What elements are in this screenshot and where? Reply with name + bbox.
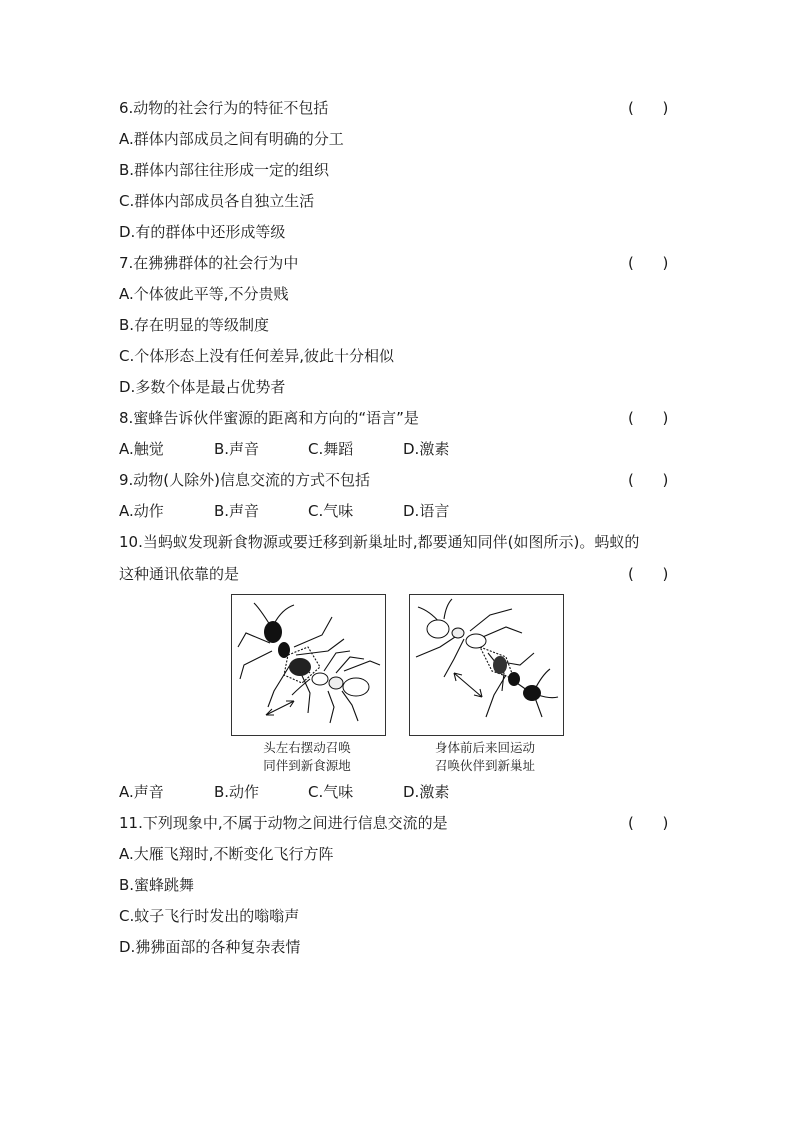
question-11-stem: 11.下列现象中,不属于动物之间进行信息交流的是 [119, 814, 448, 832]
question-6-option-d: D.有的群体中还形成等级 [119, 223, 286, 241]
ant-body-movement-illustration [410, 595, 563, 735]
question-9-option-a: A.动作 [119, 502, 164, 520]
question-11-option-c: C.蚊子飞行时发出的嗡嗡声 [119, 907, 300, 925]
question-11-option-a: A.大雁飞翔时,不断变化飞行方阵 [119, 845, 334, 863]
ant-body-movement-caption-line-2: 召唤伙伴到新巢址 [434, 758, 535, 773]
question-10-answer-blank: ( ) [628, 565, 669, 583]
question-7-option-d: D.多数个体是最占优势者 [119, 378, 286, 396]
ant-head-swing-figure [231, 594, 386, 736]
question-6-option-c: C.群体内部成员各自独立生活 [119, 192, 315, 210]
question-9-stem: 9.动物(人除外)信息交流的方式不包括 [119, 471, 371, 489]
question-8-answer-blank: ( ) [628, 409, 669, 427]
question-11-answer-blank: ( ) [628, 814, 669, 832]
question-7-option-b: B.存在明显的等级制度 [119, 316, 270, 334]
question-11-option-d: D.狒狒面部的各种复杂表情 [119, 938, 301, 956]
question-8-option-c: C.舞蹈 [308, 440, 354, 458]
question-10-option-a: A.声音 [119, 783, 164, 801]
ant-body-movement-figure [409, 594, 564, 736]
question-9-answer-blank: ( ) [628, 471, 669, 489]
question-10-option-b: B.动作 [214, 783, 260, 801]
question-7-option-a: A.个体彼此平等,不分贵贱 [119, 285, 289, 303]
question-7-answer-blank: ( ) [628, 254, 669, 272]
question-11-option-b: B.蜜蜂跳舞 [119, 876, 195, 894]
ant-head-swing-caption [227, 739, 387, 775]
question-9-option-d: D.语言 [403, 502, 450, 520]
question-7-option-c: C.个体形态上没有任何差异,彼此十分相似 [119, 347, 395, 365]
question-8-option-a: A.触觉 [119, 440, 164, 458]
question-10-stem-line-2: 这种通讯依靠的是 [119, 565, 240, 583]
question-8-option-d: D.激素 [403, 440, 450, 458]
question-9-option-c: C.气味 [308, 502, 354, 520]
ant-body-movement-caption-line-1: 身体前后来回运动 [434, 740, 535, 755]
ant-head-swing-illustration [232, 595, 385, 735]
ant-body-movement-caption [405, 739, 565, 775]
question-6-option-b: B.群体内部往往形成一定的组织 [119, 161, 330, 179]
question-7-stem: 7.在狒狒群体的社会行为中 [119, 254, 299, 272]
question-6-option-a: A.群体内部成员之间有明确的分工 [119, 130, 344, 148]
question-10-option-d: D.激素 [403, 783, 450, 801]
question-9-option-b: B.声音 [214, 502, 260, 520]
question-10-option-c: C.气味 [308, 783, 354, 801]
ant-head-swing-caption-line-1: 头左右摆动召唤 [263, 740, 351, 755]
question-8-stem: 8.蜜蜂告诉伙伴蜜源的距离和方向的“语言”是 [119, 409, 419, 427]
question-6-answer-blank: ( ) [628, 99, 669, 117]
ant-head-swing-caption-line-2: 同伴到新食源地 [263, 758, 351, 773]
question-10-stem-line-1: 10.当蚂蚁发现新食物源或要迁移到新巢址时,都要通知同伴(如图所示)。蚂蚁的 [119, 533, 640, 551]
question-8-option-b: B.声音 [214, 440, 260, 458]
question-6-stem: 6.动物的社会行为的特征不包括 [119, 99, 329, 117]
